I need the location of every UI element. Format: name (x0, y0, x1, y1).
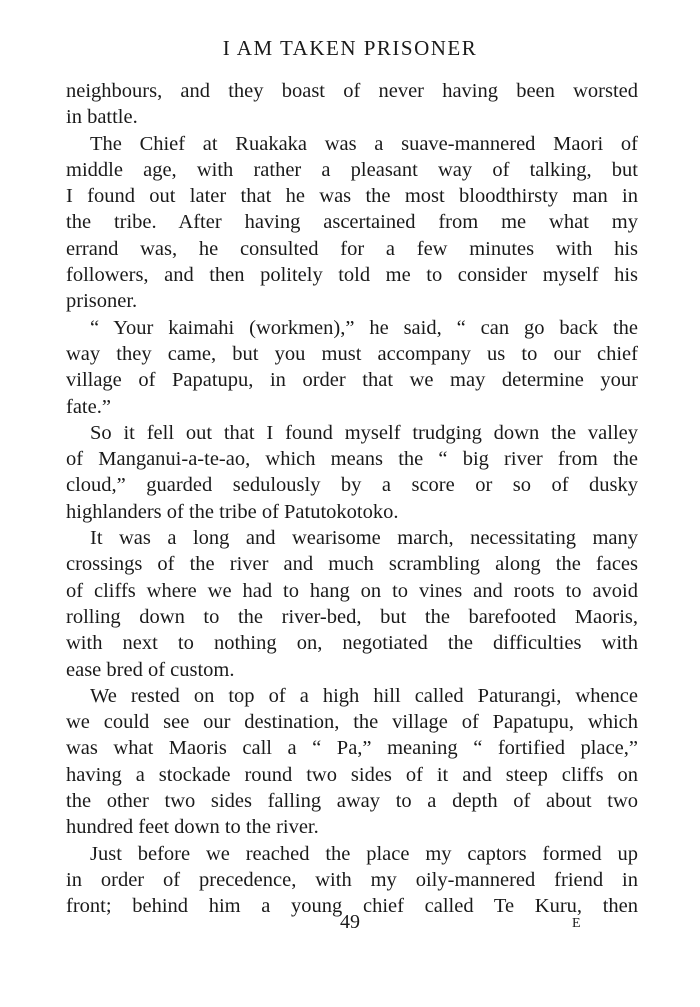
text-line: of cliffs where we had to hang on to vines and roots to avoid (66, 579, 638, 602)
text-line: ease bred of custom. (66, 658, 235, 681)
text-line: with next to nothing on, negotiated the difficulties with (66, 632, 638, 655)
text-line: in battle. (66, 106, 138, 129)
text-line: neighbours, and they boast of never having been worsted (66, 80, 638, 102)
text-line: the other two sides falling away to a depth of about two (66, 790, 638, 813)
text-line: It was a long and wearisome march, necessitating many (90, 527, 638, 550)
text-line: followers, and then politely told me to consider myself his (66, 264, 638, 287)
text-line: We rested on top of a high hill called Paturangi, whence (90, 684, 638, 707)
text-line: crossings of the river and much scrambling along the faces (66, 553, 638, 576)
text-line: Just before we reached the place my captors formed up (90, 842, 638, 865)
text-line: errand was, he consulted for a few minutes with his (66, 237, 638, 260)
text-line: rolling down to the river-bed, but the barefooted Maoris, (66, 605, 638, 628)
body-text (66, 78, 638, 920)
text-line: village of Papatupu, in order that we may determine your (66, 369, 638, 392)
text-line: in order of precedence, with my oily-mannered friend in (66, 868, 638, 891)
text-line: of Manganui-a-te-ao, which means the “ big river from the (66, 448, 638, 471)
text-line: the tribe. After having ascertained from me what my (66, 211, 638, 234)
text-line: cloud,” guarded sedulously by a score or so of dusky (66, 474, 638, 497)
page-number: 49 (340, 911, 360, 933)
text-line: middle age, with rather a pleasant way of talking, but (66, 158, 638, 181)
text-line: “ Your kaimahi (workmen),” he said, “ can go back the (90, 316, 638, 339)
text-line: So it fell out that I found myself trudging down the valley (90, 421, 638, 444)
text-line: was what Maoris call a “ Pa,” meaning “ fortified place,” (66, 737, 638, 760)
text-line: I found out later that he was the most bloodthirsty man in (66, 185, 638, 208)
text-line: we could see our destination, the village of Papatupu, which (66, 711, 638, 734)
text-line: way they came, but you must accompany us to our chief (66, 342, 638, 365)
text-line: prisoner. (66, 290, 138, 313)
signature-mark: E (572, 916, 582, 931)
running-head: I AM TAKEN PRISONER (222, 36, 478, 60)
text-line: fate.” (66, 395, 111, 418)
text-line: front; behind him a young chief called Te Kuru, then (66, 895, 638, 918)
text-line: highlanders of the tribe of Patutokotoko. (66, 500, 399, 523)
text-line: hundred feet down to the river. (66, 816, 319, 839)
text-line: having a stockade round two sides of it and steep cliffs on (66, 763, 638, 786)
text-line: The Chief at Ruakaka was a suave-mannered Maori of (90, 132, 638, 155)
